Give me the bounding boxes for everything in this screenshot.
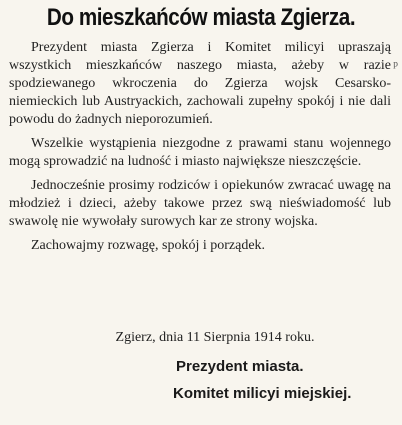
margin-mark: ᵖ bbox=[393, 58, 398, 75]
notice-body bbox=[9, 39, 391, 261]
paragraph-keep-order: Zachowajmy rozwagę, spokój i porządek. bbox=[31, 238, 266, 253]
paragraph-martial-law: Wszelkie wystąpienia niezgodne z prawami stanu wojennego mogą sprowadzić na ludność i miasto największe nieszczęście. bbox=[9, 136, 391, 169]
paragraph-request-calm: Prezydent miasta Zgierza i Komitet milicyi upraszają wszystkich mieszkańców naszego miasta, ażeby w razie spodziewanego wkroczenia do Zgierza wojsk Cesarsko-niemieckich lub Austryackich, zachowali zupełny spokój i nie dali powodu do żadnych nieporozumień. bbox=[9, 40, 391, 127]
signature-president: Prezydent miasta. bbox=[176, 358, 304, 375]
notice-title: Do mieszkańców miasta Zgierza. bbox=[46, 4, 356, 31]
signature-militia-committee: Komitet milicyi miejskiej. bbox=[173, 385, 352, 402]
date-line: Zgierz, dnia 11 Sierpnia 1914 roku. bbox=[115, 330, 315, 345]
paragraph-parents-youth: Jednocześnie prosimy rodziców i opiekunów zwracać uwagę na młodzież i dzieci, ażeby takowe przez swą nieświadomość lub swawolę nie wywołały surowych kar ze strony wojska. bbox=[9, 178, 391, 229]
